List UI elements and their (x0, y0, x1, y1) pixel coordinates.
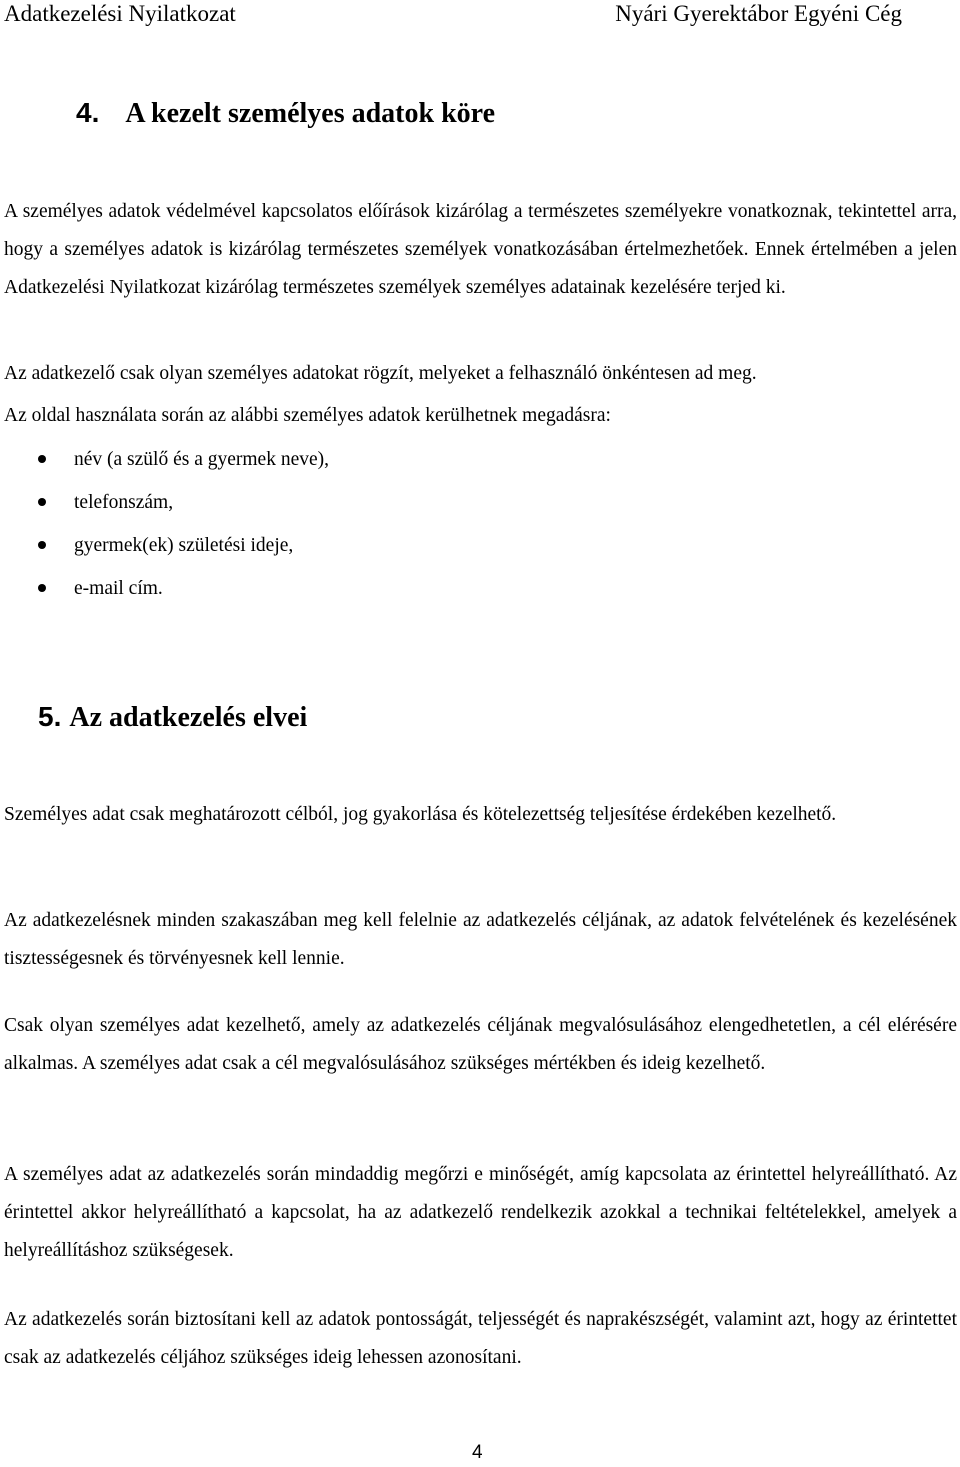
section-4-number: 4. (76, 97, 100, 128)
header-company-name: Nyári Gyerektábor Egyéni Cég (615, 1, 902, 26)
bullet-icon (38, 584, 46, 592)
section-4-paragraph-3: Az oldal használata során az alábbi személyes adatok kerülhetnek megadásra: (4, 405, 611, 426)
list-item (0, 438, 329, 481)
section-4-paragraph-1: A személyes adatok védelmével kapcsolatos előírások kizárólag a természetes személyekre vonatkoznak, tekintettel arra, hogy a személyes adatok is kizárólag természetes személyek vonatkozásában értelmezhetőek. Ennek értelmében a jelen Adatkezelési Nyilatkozat kizárólag természetes személyek személyes adatainak kezelésére terjed ki. (4, 201, 957, 298)
section-5-title: Az adatkezelés elvei (69, 702, 308, 733)
bullet-icon (38, 498, 46, 506)
list-item-text: telefonszám, (74, 492, 174, 513)
page-number: 4 (472, 1442, 483, 1463)
section-5-paragraph-5: Az adatkezelés során biztosítani kell az adatok pontosságát, teljességét és naprakészségét, valamint azt, hogy az érintettet csak az adatkezelés céljához szükséges ideig lehessen azonosítani. (4, 1309, 957, 1368)
list-item (0, 567, 329, 610)
section-5-paragraph-2: Az adatkezelésnek minden szakaszában meg kell felelnie az adatkezelés céljának, az adatok felvételének és kezelésének tisztességesnek és törvényesnek kell lennie. (4, 910, 957, 969)
section-5-paragraph-1: Személyes adat csak meghatározott célból, jog gyakorlása és kötelezettség teljesítése érdekében kezelhető. (4, 804, 837, 825)
section-5-paragraph-4: A személyes adat az adatkezelés során mindaddig megőrzi e minőségét, amíg kapcsolata az érintettel helyreállítható. Az érintettel akkor helyreállítható a kapcsolat, ha az adatkezelő rendelkezik azokkal a technikai feltételekkel, amelyek a helyreállításhoz szükségesek. (4, 1164, 957, 1261)
bullet-icon (38, 541, 46, 549)
list-item-text: gyermek(ek) születési ideje, (74, 535, 294, 556)
header-document-title: Adatkezelési Nyilatkozat (4, 1, 236, 26)
list-item (0, 524, 329, 567)
section-4-heading (76, 96, 495, 131)
section-4-title: A kezelt személyes adatok köre (125, 98, 495, 129)
list-item (0, 481, 329, 524)
list-item-text: e-mail cím. (74, 578, 163, 599)
section-5-number: 5. (38, 701, 62, 732)
section-4-paragraph-2: Az adatkezelő csak olyan személyes adatokat rögzít, melyeket a felhasználó önkéntesen ad meg. (4, 363, 757, 384)
section-5-heading (38, 700, 307, 735)
bullet-icon (38, 455, 46, 463)
section-5-paragraph-3: Csak olyan személyes adat kezelhető, amely az adatkezelés céljának megvalósulásához elengedhetetlen, a cél elérésére alkalmas. A személyes adat csak a cél megvalósulásához szükséges mértékben és ideig kezelhető. (4, 1015, 957, 1074)
personal-data-list (0, 438, 329, 610)
list-item-text: név (a szülő és a gyermek neve), (74, 449, 330, 470)
